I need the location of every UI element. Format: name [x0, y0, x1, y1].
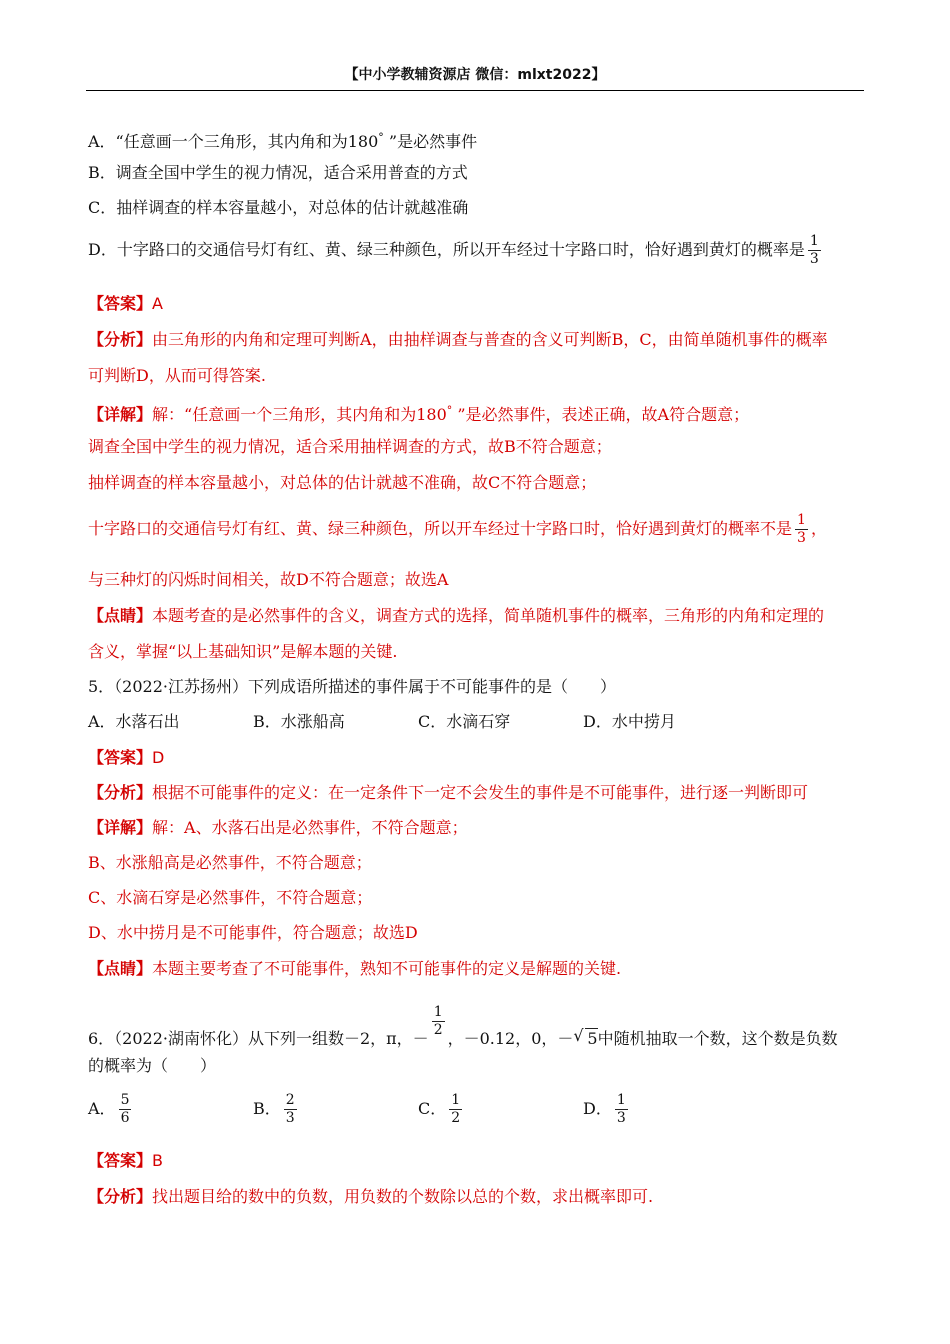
fraction-five-sixths	[119, 1092, 132, 1127]
q5-detail-line3: C、水滴石穿是必然事件，不符合题意；	[88, 888, 373, 907]
analysis-tag: 【分析】	[88, 330, 153, 349]
fraction-two-thirds	[284, 1092, 297, 1127]
q5-comment	[88, 959, 621, 979]
q5-detail-line2: B、水涨船高是必然事件，不符合题意；	[88, 853, 372, 872]
q5-detail-line4: D、水中捞月是不可能事件，符合题意；故选D	[88, 923, 418, 942]
q5-option-a: A．水落石出	[88, 712, 180, 731]
analysis-tag: 【分析】	[88, 1187, 153, 1206]
fraction-one-third	[795, 512, 808, 547]
q4-option-d-text: D．十字路口的交通信号灯有红、黄、绿三种颜色，所以开车经过十字路口时，恰好遇到黄灯的概率是	[88, 240, 805, 259]
q6-stem-text: 6．（2022·湖南怀化）从下列一组数－2，π，－	[88, 1029, 429, 1048]
q5-option-c: C．水滴石穿	[418, 712, 511, 731]
detail-text: 解：“任意画一个三角形，其内角和为	[152, 405, 417, 424]
numerator: 1	[433, 1004, 443, 1020]
comment-text: 本题考查的是必然事件的含义，调查方式的选择，简单随机事件的概率，三角形的内角和定理的	[152, 606, 825, 625]
q4-option-b: B．调查全国中学生的视力情况，适合采用普查的方式	[88, 163, 468, 182]
option-label: C．	[418, 1099, 447, 1118]
option-label: B．	[253, 1099, 281, 1118]
fraction-one-third	[615, 1092, 628, 1127]
numerator: 5	[120, 1092, 130, 1108]
detail-comma: ，	[810, 519, 827, 538]
q4-option-d	[88, 233, 824, 268]
analysis-tag: 【分析】	[88, 783, 153, 802]
q5-stem: 5．（2022·江苏扬州）下列成语所描述的事件属于不可能事件的是（ ）	[88, 677, 616, 696]
q4-detail-line1	[88, 401, 749, 425]
denominator: 3	[797, 530, 806, 546]
square-root	[585, 1028, 597, 1049]
detail-tag: 【详解】	[88, 405, 153, 424]
q6-stem-line1	[88, 1004, 838, 1049]
q4-detail-line4	[88, 512, 827, 547]
numerator: 1	[451, 1092, 461, 1108]
q4-analysis-line1	[88, 330, 828, 350]
q4-analysis-line2: 可判断D，从而可得答案.	[88, 366, 266, 385]
q4-option-c: C．抽样调查的样本容量越小，对总体的估计就越准确	[88, 198, 469, 217]
comment-tag: 【点睛】	[88, 606, 153, 625]
denominator: 6	[120, 1110, 130, 1126]
option-label: D．	[583, 1099, 612, 1118]
analysis-text: 根据不可能事件的定义：在一定条件下一定不会发生的事件是不可能事件，进行逐一判断即可	[152, 783, 809, 802]
degree-symbol: °	[378, 131, 384, 144]
answer-value: D	[152, 748, 165, 767]
numerator: 1	[616, 1092, 626, 1108]
q4-option-a-text-end: ”是必然事件	[383, 132, 478, 151]
fraction-one-half	[449, 1092, 462, 1127]
detail-number: 180	[416, 405, 447, 424]
numerator: 2	[285, 1092, 295, 1108]
q6-stem-line2: 的概率为（ ）	[88, 1056, 217, 1075]
q4-detail-line3: 抽样调查的样本容量越小，对总体的估计就越不准确，故C不符合题意；	[88, 473, 597, 492]
analysis-text: 由三角形的内角和定理可判断A，由抽样调查与普查的含义可判断B，C，由简单随机事件的概率	[152, 330, 828, 349]
q5-analysis	[88, 783, 808, 803]
answer-tag: 【答案】	[88, 294, 153, 313]
q6-option-d	[583, 1092, 631, 1127]
q5-option-d: D．水中捞月	[583, 712, 676, 731]
radicand: 5	[587, 1029, 598, 1048]
q6-stem-text-end: 中随机抽取一个数，这个数是负数	[597, 1029, 838, 1048]
answer-tag: 【答案】	[88, 748, 153, 767]
q6-option-a	[88, 1092, 134, 1127]
answer-value: A	[152, 294, 163, 313]
fraction-one-third	[808, 233, 821, 268]
answer-tag: 【答案】	[88, 1151, 153, 1170]
q5-option-b: B．水涨船高	[253, 712, 345, 731]
option-label: A．	[88, 1099, 116, 1118]
detail-text-end: ”是必然事件，表述正确，故A符合题意；	[452, 405, 750, 424]
q6-option-c	[418, 1092, 465, 1127]
page-header: 【中小学教辅资源店 微信：mlxt2022】	[86, 62, 864, 91]
comment-tag: 【点睛】	[88, 959, 153, 978]
detail-tag: 【详解】	[88, 818, 153, 837]
numerator: 1	[809, 233, 819, 249]
denominator: 3	[616, 1110, 626, 1126]
q4-comment-line1	[88, 606, 824, 626]
detail-text: 十字路口的交通信号灯有红、黄、绿三种颜色，所以开车经过十字路口时，恰好遇到黄灯的概率不是	[88, 519, 793, 538]
numerator: 1	[797, 512, 806, 528]
q4-option-a-text: A．“任意画一个三角形，其内角和为	[88, 132, 348, 151]
q4-option-a	[88, 128, 477, 152]
detail-text: 解：A、水落石出是必然事件，不符合题意；	[152, 818, 468, 837]
q4-option-a-number: 180	[347, 132, 379, 151]
q6-answer	[88, 1151, 163, 1171]
q4-comment-line2: 含义，掌握“以上基础知识”是解本题的关键.	[88, 642, 398, 661]
denominator: 2	[451, 1110, 461, 1126]
q4-detail-line5: 与三种灯的闪烁时间相关，故D不符合题意；故选A	[88, 570, 449, 589]
fraction-one-half	[432, 1004, 445, 1039]
comment-text: 本题主要考查了不可能事件，熟知不可能事件的定义是解题的关键.	[152, 959, 622, 978]
answer-value: B	[152, 1151, 163, 1170]
q5-answer	[88, 748, 164, 768]
q6-option-b	[253, 1092, 300, 1127]
q4-answer	[88, 294, 163, 314]
q6-stem-text-mid: ，－0.12，0，－	[447, 1029, 574, 1048]
q5-detail-line1	[88, 818, 468, 838]
q6-analysis	[88, 1187, 653, 1207]
denominator: 3	[285, 1110, 295, 1126]
q4-detail-line2: 调查全国中学生的视力情况，适合采用抽样调查的方式，故B不符合题意；	[88, 437, 612, 456]
denominator: 3	[809, 251, 819, 267]
denominator: 2	[433, 1022, 443, 1038]
degree-symbol: °	[446, 404, 453, 417]
analysis-text: 找出题目给的数中的负数，用负数的个数除以总的个数，求出概率即可.	[152, 1187, 654, 1206]
